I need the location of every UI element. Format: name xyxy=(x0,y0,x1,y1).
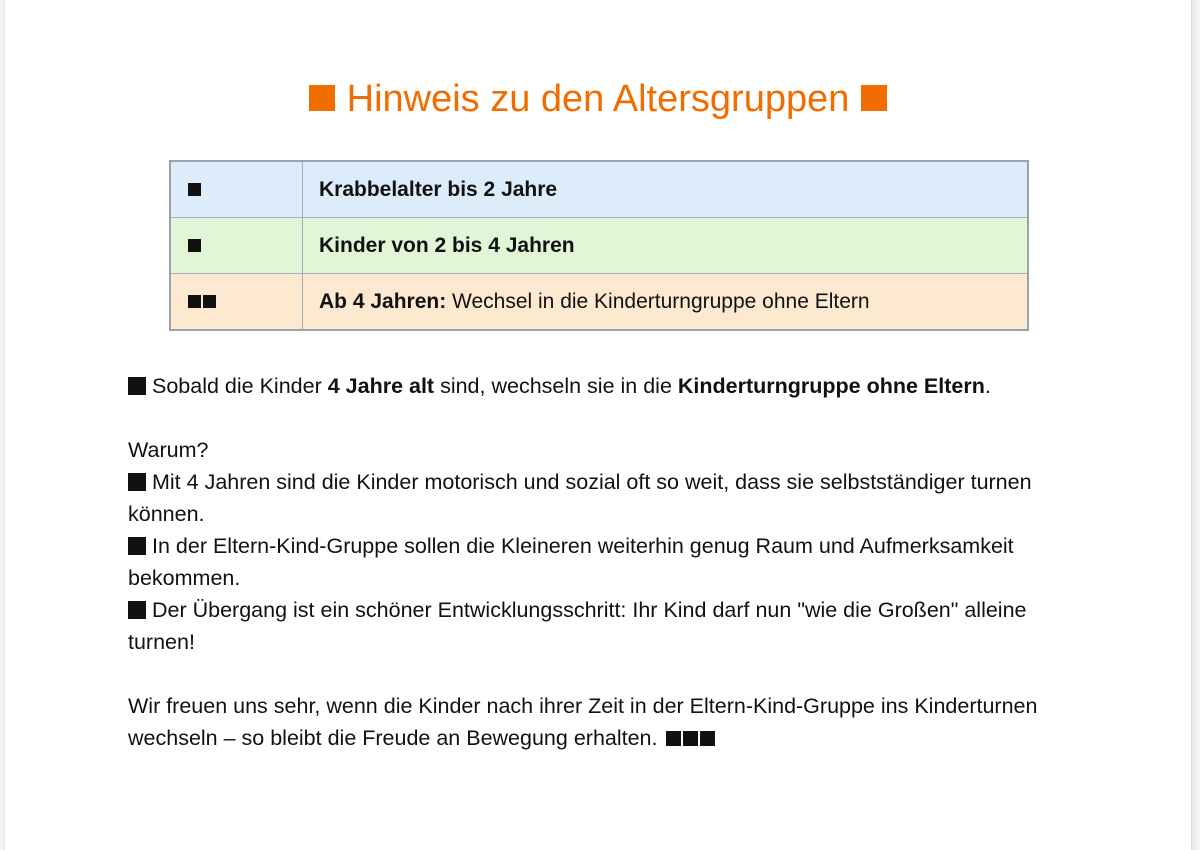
table-row xyxy=(170,274,1028,331)
document-page xyxy=(4,0,1192,850)
row-label: Krabbelalter bis 2 Jahre xyxy=(319,177,558,201)
black-square-icon xyxy=(203,295,216,308)
page-title: Hinweis zu den Altersgruppen xyxy=(346,78,850,120)
reason-text: Der Übergang ist ein schöner Entwicklungsschritt: Ihr Kind darf nun "wie die Großen" alleine turnen! xyxy=(128,598,1027,654)
intro-emphasis-age: 4 Jahre alt xyxy=(327,374,435,398)
black-square-icon xyxy=(683,731,698,746)
row-label: Kinder von 2 bis 4 Jahren xyxy=(319,233,575,257)
reason-item xyxy=(128,530,1088,594)
closing-paragraph xyxy=(128,690,1088,754)
age-groups-table xyxy=(169,160,1029,331)
black-square-icon xyxy=(700,731,715,746)
reason-text: Mit 4 Jahren sind die Kinder motorisch und sozial oft so weit, dass sie selbstständiger turnen können. xyxy=(128,470,1032,526)
black-square-icon xyxy=(128,537,146,555)
intro-paragraph xyxy=(128,370,1088,402)
black-square-icon xyxy=(188,183,201,196)
intro-text: . xyxy=(984,374,991,398)
row-label-cell xyxy=(303,274,1029,331)
intro-text: sind, wechseln sie in die xyxy=(434,374,678,398)
page-edge xyxy=(1192,0,1200,850)
page-title-block xyxy=(5,74,1191,124)
row-label: Ab 4 Jahren: xyxy=(319,289,447,313)
row-label-cell xyxy=(303,161,1029,218)
why-label: Warum? xyxy=(128,438,209,462)
black-square-icon xyxy=(128,377,146,395)
table-row xyxy=(170,218,1028,274)
reason-text: In der Eltern-Kind-Gruppe sollen die Kleineren weiterhin genug Raum und Aufmerksamkeit bekommen. xyxy=(128,534,1014,590)
orange-square-icon xyxy=(861,85,887,111)
black-square-icon xyxy=(128,473,146,491)
row-marker xyxy=(170,161,303,218)
black-square-icon xyxy=(666,731,681,746)
row-label-cell xyxy=(303,218,1029,274)
row-description: Wechsel in die Kinderturngruppe ohne Eltern xyxy=(446,289,870,313)
intro-emphasis-group: Kinderturngruppe ohne Eltern xyxy=(677,374,985,398)
row-marker xyxy=(170,218,303,274)
reason-item xyxy=(128,466,1088,530)
reason-item xyxy=(128,594,1088,658)
black-square-icon xyxy=(128,601,146,619)
black-square-icon xyxy=(188,239,201,252)
row-marker xyxy=(170,274,303,331)
orange-square-icon xyxy=(309,85,335,111)
intro-text: Sobald die Kinder xyxy=(152,374,328,398)
black-square-icon xyxy=(188,295,201,308)
body-text xyxy=(128,370,1088,754)
table-row xyxy=(170,161,1028,218)
closing-text: Wir freuen uns sehr, wenn die Kinder nach ihrer Zeit in der Eltern-Kind-Gruppe ins Kinderturnen wechseln – so bleibt die Freude an Bewegung erhalten. xyxy=(128,694,1038,750)
